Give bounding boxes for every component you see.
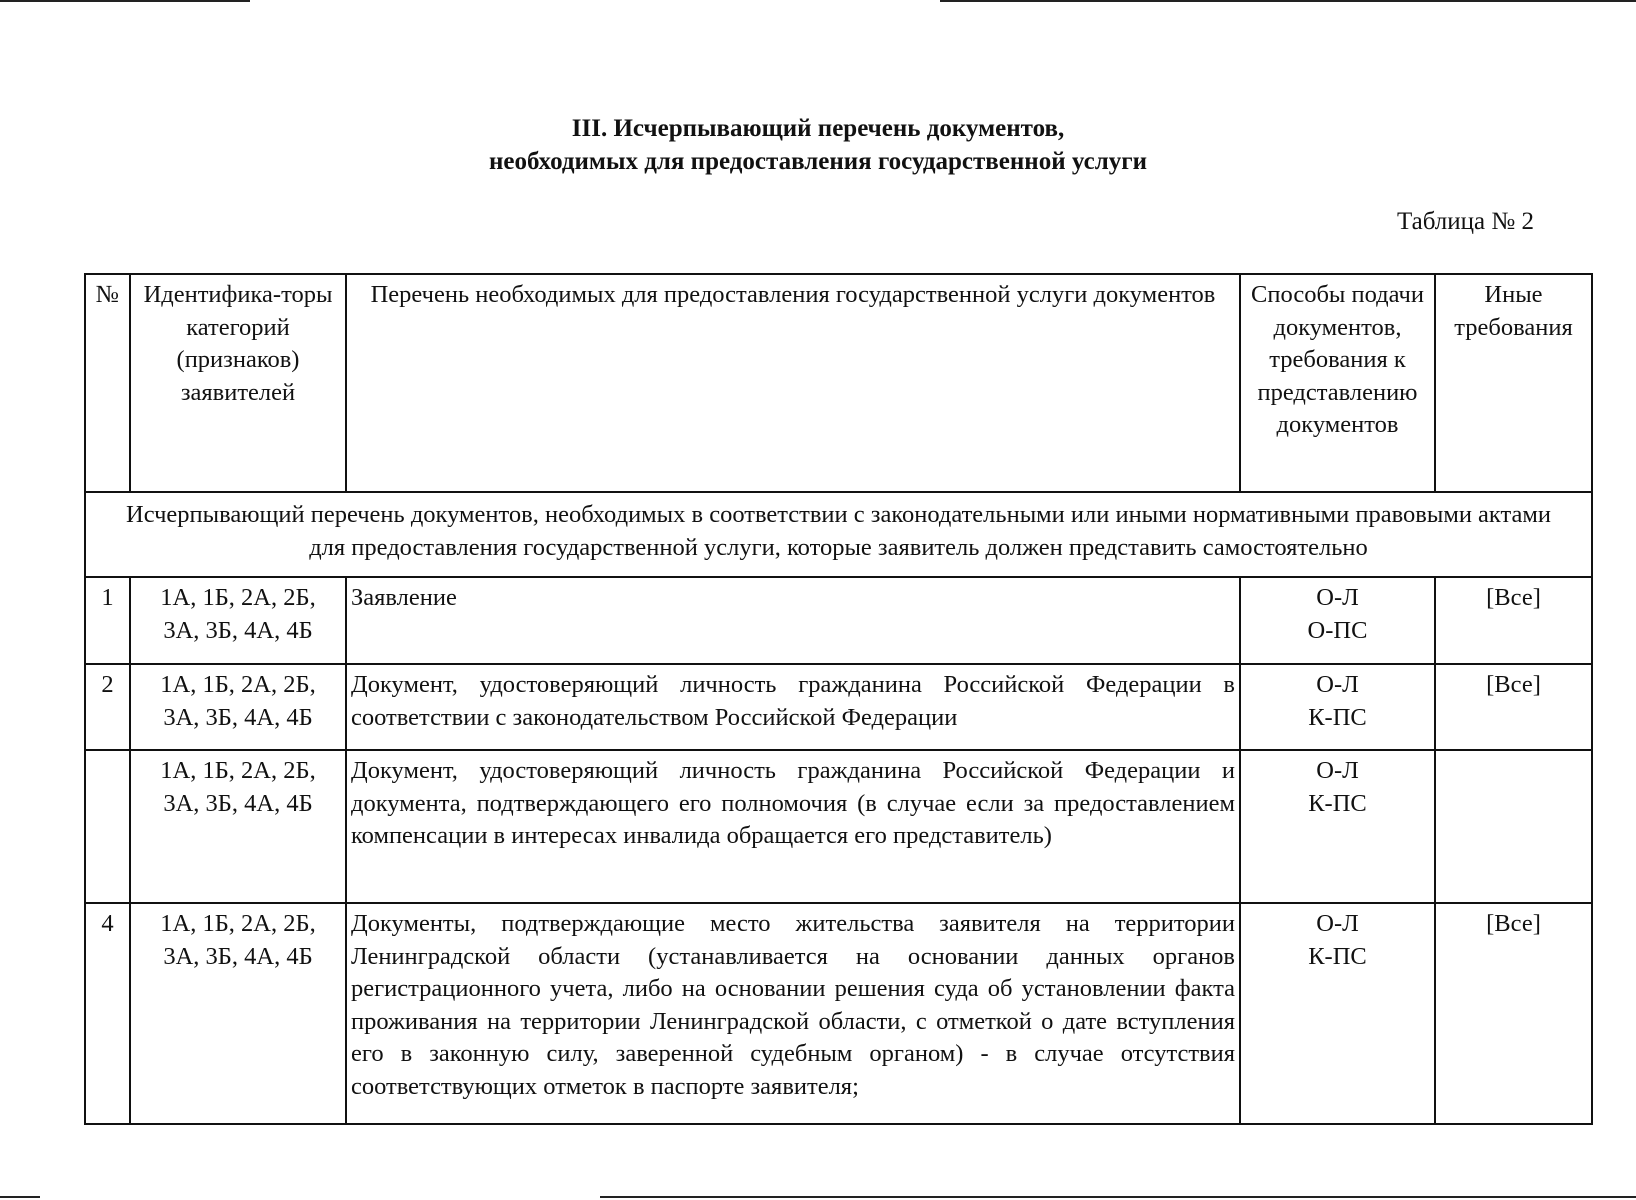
table-row bbox=[85, 750, 1592, 903]
table-section-row bbox=[85, 492, 1592, 577]
row-method-1: О-Л bbox=[1316, 757, 1359, 784]
row-method-1: О-Л bbox=[1316, 910, 1359, 937]
row-method-2: К-ПС bbox=[1308, 789, 1367, 817]
row-document: Документы, подтверждающие место жительства заявителя на территории Ленинградской области (устанавливается на основании данных органов регистрационного учета, либо на основании решения суда об установлении факта проживания на территории Ленинградской области, с отметкой о дате вступления его в законную силу, заверенной судебным органом) - в случае отсутствия соответствующих отметок в паспорте заявителя; bbox=[346, 903, 1240, 1124]
scan-edge-line-top-left bbox=[0, 0, 250, 2]
row-identifiers: 1А, 1Б, 2А, 2Б, 3А, 3Б, 4А, 4Б bbox=[130, 903, 346, 1124]
scan-edge-line-bottom-right bbox=[600, 1196, 1636, 1198]
header-other: Иные требования bbox=[1435, 274, 1592, 492]
table-row bbox=[85, 664, 1592, 750]
row-other bbox=[1435, 750, 1592, 903]
table-header-row bbox=[85, 274, 1592, 492]
table-number-label: Таблица № 2 bbox=[1396, 208, 1534, 235]
documents-table bbox=[84, 273, 1593, 1125]
row-method-2: К-ПС bbox=[1308, 942, 1367, 970]
row-methods bbox=[1240, 903, 1435, 1124]
row-methods bbox=[1240, 664, 1435, 750]
row-document: Документ, удостоверяющий личность гражданина Российской Федерации и документа, подтверждающего его полномочия (в случае если за предоставлением компенсации в интересах инвалида обращается его представитель) bbox=[346, 750, 1240, 903]
row-identifiers: 1А, 1Б, 2А, 2Б, 3А, 3Б, 4А, 4Б bbox=[130, 577, 346, 664]
header-methods: Способы подачи документов, требования к представлению документов bbox=[1240, 274, 1435, 492]
header-number: № bbox=[85, 274, 130, 492]
row-number: 1 bbox=[85, 577, 130, 664]
row-document: Заявление bbox=[346, 577, 1240, 664]
row-method-2: О-ПС bbox=[1307, 616, 1368, 644]
scan-edge-line-bottom-left bbox=[0, 1196, 40, 1198]
row-identifiers: 1А, 1Б, 2А, 2Б, 3А, 3Б, 4А, 4Б bbox=[130, 664, 346, 750]
row-method-1: О-Л bbox=[1316, 584, 1359, 611]
row-identifiers: 1А, 1Б, 2А, 2Б, 3А, 3Б, 4А, 4Б bbox=[130, 750, 346, 903]
row-number bbox=[85, 750, 130, 903]
row-other: [Все] bbox=[1435, 577, 1592, 664]
row-other: [Все] bbox=[1435, 664, 1592, 750]
row-methods bbox=[1240, 750, 1435, 903]
row-document: Документ, удостоверяющий личность гражданина Российской Федерации в соответствии с законодательством Российской Федерации bbox=[346, 664, 1240, 750]
row-other: [Все] bbox=[1435, 903, 1592, 1124]
heading-line-1: III. Исчерпывающий перечень документов, bbox=[571, 115, 1065, 142]
table-row bbox=[85, 903, 1592, 1124]
section-row-text: Исчерпывающий перечень документов, необходимых в соответствии с законодательными или иными нормативными правовыми актами для предоставления государственной услуги, которые заявитель должен представить самостоятельно bbox=[85, 492, 1592, 577]
header-identifiers: Идентифика-торы категорий (признаков) заявителей bbox=[130, 274, 346, 492]
header-documents: Перечень необходимых для предоставления государственной услуги документов bbox=[346, 274, 1240, 492]
row-method-2: К-ПС bbox=[1308, 703, 1367, 731]
row-number: 4 bbox=[85, 903, 130, 1124]
row-methods bbox=[1240, 577, 1435, 664]
section-heading bbox=[0, 112, 1636, 178]
scan-edge-line-top-right bbox=[940, 0, 1636, 2]
table-row bbox=[85, 577, 1592, 664]
row-number: 2 bbox=[85, 664, 130, 750]
heading-line-2: необходимых для предоставления государственной услуги bbox=[489, 148, 1147, 175]
row-method-1: О-Л bbox=[1316, 671, 1359, 698]
